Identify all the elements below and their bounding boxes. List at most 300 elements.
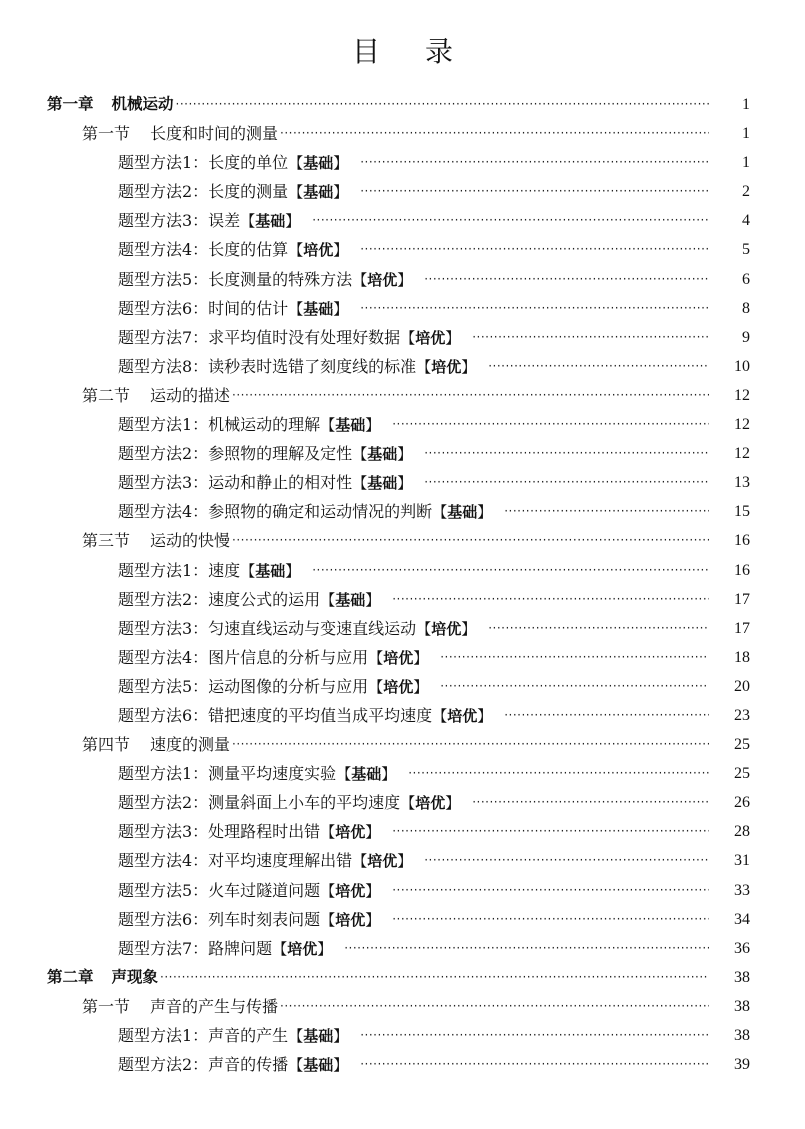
toc-section-row[interactable] xyxy=(0,119,805,148)
method-title: 题型方法7：求平均值时没有处理好数据 xyxy=(118,327,401,347)
toc-entry-label xyxy=(82,526,230,555)
toc-method-row[interactable] xyxy=(0,614,805,643)
difficulty-tag xyxy=(400,794,460,812)
toc-entry xyxy=(82,730,709,759)
page-number: 4 xyxy=(742,212,750,230)
toc-method-row[interactable] xyxy=(0,1021,805,1050)
page-number: 2 xyxy=(742,183,750,201)
difficulty-tag xyxy=(288,154,348,172)
toc-method-row[interactable] xyxy=(0,294,805,323)
toc-section-row[interactable] xyxy=(0,526,805,555)
dot-leader xyxy=(230,730,709,759)
tag-text: 培优 xyxy=(335,910,366,929)
tag-text: 基础 xyxy=(367,445,398,464)
dot-leader xyxy=(438,643,709,672)
toc-entry xyxy=(118,905,709,935)
difficulty-tag xyxy=(368,649,428,667)
tag-right-bracket: 】 xyxy=(461,619,477,638)
tag-left-bracket: 【 xyxy=(400,328,416,347)
tag-right-bracket: 】 xyxy=(477,706,493,725)
page-number: 5 xyxy=(742,241,750,259)
toc-method-row[interactable] xyxy=(0,235,805,264)
toc-entry xyxy=(118,410,709,440)
toc-method-row[interactable] xyxy=(0,817,805,846)
toc-entry-label xyxy=(82,381,230,410)
dot-leader xyxy=(502,497,709,526)
page-number: 1 xyxy=(742,125,750,143)
method-title: 题型方法2：速度公式的运用 xyxy=(118,589,321,609)
page-number: 16 xyxy=(734,561,750,579)
page-number: 25 xyxy=(734,736,750,754)
page-number: 9 xyxy=(742,328,750,346)
toc-entry-label xyxy=(118,846,422,876)
tag-left-bracket: 【 xyxy=(320,910,336,929)
toc-method-row[interactable] xyxy=(0,323,805,352)
toc-entry-label xyxy=(118,643,438,673)
tag-right-bracket: 】 xyxy=(365,910,381,929)
toc-entry xyxy=(118,1050,709,1080)
tag-left-bracket: 【 xyxy=(240,561,256,580)
toc-method-row[interactable] xyxy=(0,876,805,905)
dot-leader xyxy=(422,439,709,468)
method-title: 题型方法3：处理路程时出错 xyxy=(118,822,321,842)
toc-method-row[interactable] xyxy=(0,1050,805,1079)
toc-method-row[interactable] xyxy=(0,934,805,963)
toc-entry-label xyxy=(118,788,470,818)
dot-leader xyxy=(470,788,709,817)
page-number: 36 xyxy=(734,939,750,957)
tag-right-bracket: 】 xyxy=(477,503,493,522)
method-title: 题型方法8：读秒表时选错了刻度线的标准 xyxy=(118,356,417,376)
tag-text: 基础 xyxy=(303,1027,334,1045)
tag-text: 基础 xyxy=(335,416,366,435)
tag-right-bracket: 】 xyxy=(445,794,461,813)
toc-entry xyxy=(118,323,709,353)
dot-leader xyxy=(390,410,709,439)
tag-right-bracket: 】 xyxy=(365,823,381,842)
difficulty-tag xyxy=(352,852,412,870)
page-number: 25 xyxy=(734,765,750,783)
chapter-number: 第二章 xyxy=(47,967,94,986)
toc-entry xyxy=(82,992,709,1021)
toc-method-row[interactable] xyxy=(0,439,805,468)
tag-text: 基础 xyxy=(447,503,478,522)
toc-entry-label xyxy=(118,439,422,469)
difficulty-tag xyxy=(240,212,300,230)
method-title: 题型方法5：长度测量的特殊方法 xyxy=(118,269,353,289)
page-number: 12 xyxy=(734,445,750,463)
tag-right-bracket: 】 xyxy=(445,328,461,347)
tag-left-bracket: 【 xyxy=(352,445,368,464)
tag-text: 培优 xyxy=(383,648,414,667)
section-title: 运动的描述 xyxy=(150,385,231,405)
page-number: 18 xyxy=(734,648,750,666)
dot-leader xyxy=(310,556,709,585)
toc-entry xyxy=(118,817,709,847)
tag-left-bracket: 【 xyxy=(240,212,256,231)
difficulty-tag xyxy=(432,503,492,521)
chapter-title: 机械运动 xyxy=(111,95,174,113)
toc-method-row[interactable] xyxy=(0,352,805,381)
tag-left-bracket: 【 xyxy=(288,1027,304,1045)
toc-entry-label xyxy=(118,235,358,265)
page-number: 20 xyxy=(734,677,750,695)
tag-left-bracket: 【 xyxy=(432,706,448,725)
dot-leader xyxy=(406,759,709,788)
dot-leader xyxy=(342,934,709,963)
method-title: 题型方法3：运动和静止的相对性 xyxy=(118,473,353,493)
method-title: 题型方法6：时间的估计 xyxy=(118,298,289,318)
section-title: 速度的测量 xyxy=(150,735,231,755)
page-number: 33 xyxy=(734,881,750,899)
difficulty-tag xyxy=(432,707,492,725)
toc-entry xyxy=(118,788,709,818)
tag-text: 基础 xyxy=(303,299,334,318)
toc-method-row[interactable] xyxy=(0,410,805,439)
method-title: 题型方法2：参照物的理解及定性 xyxy=(118,444,353,464)
toc-entry xyxy=(118,235,709,265)
difficulty-tag xyxy=(288,1056,348,1074)
difficulty-tag xyxy=(320,416,380,434)
page-number: 34 xyxy=(734,910,750,928)
method-title: 题型方法1：声音的产生 xyxy=(118,1026,289,1045)
difficulty-tag xyxy=(288,183,348,201)
toc-entry xyxy=(82,381,709,410)
toc-method-row[interactable] xyxy=(0,497,805,526)
toc-entry xyxy=(118,585,709,615)
toc-method-row[interactable] xyxy=(0,148,805,177)
dot-leader xyxy=(486,352,709,381)
tag-left-bracket: 【 xyxy=(352,474,368,493)
tag-text: 培优 xyxy=(415,328,446,347)
toc-entry-label xyxy=(118,905,390,935)
toc-method-row[interactable] xyxy=(0,585,805,614)
tag-right-bracket: 】 xyxy=(333,1027,349,1045)
dot-leader xyxy=(390,876,709,905)
toc-entry-label xyxy=(118,672,438,702)
difficulty-tag xyxy=(320,911,380,929)
tag-left-bracket: 【 xyxy=(320,881,336,900)
tag-left-bracket: 【 xyxy=(272,939,288,958)
tag-right-bracket: 】 xyxy=(333,1056,349,1075)
toc-entry-label xyxy=(118,614,486,644)
page-number: 17 xyxy=(734,590,750,608)
toc-method-row[interactable] xyxy=(0,846,805,875)
method-title: 题型方法4：长度的估算 xyxy=(118,240,289,260)
toc-method-row[interactable] xyxy=(0,468,805,497)
toc-entry-label xyxy=(118,585,390,615)
tag-text: 培优 xyxy=(447,706,478,725)
chapter-title: 声现象 xyxy=(111,967,159,986)
method-title: 题型方法1：机械运动的理解 xyxy=(118,415,321,435)
page-number: 12 xyxy=(734,416,750,434)
tag-right-bracket: 】 xyxy=(397,852,413,871)
difficulty-tag xyxy=(288,1027,348,1045)
toc-method-row[interactable] xyxy=(0,701,805,730)
difficulty-tag xyxy=(336,765,396,783)
toc-method-row[interactable] xyxy=(0,788,805,817)
toc-entry xyxy=(118,614,709,644)
toc-entry xyxy=(118,177,709,207)
page-title: 目 录 xyxy=(352,35,471,68)
toc-section-row[interactable] xyxy=(0,730,805,759)
toc-method-row[interactable] xyxy=(0,759,805,788)
tag-text: 培优 xyxy=(431,357,462,376)
tag-right-bracket: 】 xyxy=(285,561,301,580)
tag-text: 基础 xyxy=(255,212,286,231)
toc-entry xyxy=(118,672,709,702)
chapter-number: 第一章 xyxy=(47,95,94,113)
page-number: 17 xyxy=(734,619,750,637)
toc-chapter-row[interactable] xyxy=(0,963,805,992)
toc-entry-label xyxy=(118,1021,358,1051)
toc-entry xyxy=(118,701,709,731)
tag-text: 培优 xyxy=(367,852,398,871)
toc-entry-label xyxy=(118,497,502,527)
difficulty-tag xyxy=(352,271,412,289)
page-number: 16 xyxy=(734,532,750,550)
page-number: 38 xyxy=(734,1027,750,1044)
page-number: 26 xyxy=(734,794,750,812)
toc-method-row[interactable] xyxy=(0,556,805,585)
section-title: 声音的产生与传播 xyxy=(150,996,279,1016)
tag-left-bracket: 【 xyxy=(432,503,448,522)
method-title: 题型方法6：错把速度的平均值当成平均速度 xyxy=(118,705,433,725)
tag-right-bracket: 】 xyxy=(317,939,333,958)
toc-entry-label xyxy=(82,119,278,148)
toc-entry-label xyxy=(118,294,358,324)
toc-method-row[interactable] xyxy=(0,177,805,206)
tag-right-bracket: 】 xyxy=(333,183,349,202)
tag-right-bracket: 】 xyxy=(397,474,413,493)
tag-text: 培优 xyxy=(431,619,462,638)
method-title: 题型方法6：列车时刻表问题 xyxy=(118,909,321,929)
method-title: 题型方法5：火车过隧道问题 xyxy=(118,880,321,900)
toc-entry xyxy=(82,119,709,148)
tag-text: 培优 xyxy=(303,241,334,260)
tag-right-bracket: 】 xyxy=(333,154,349,173)
toc-entry-label xyxy=(118,468,422,498)
toc-method-row[interactable] xyxy=(0,206,805,235)
dot-leader xyxy=(422,468,709,497)
tag-left-bracket: 【 xyxy=(368,648,384,667)
toc-chapter-row[interactable] xyxy=(0,90,805,119)
tag-right-bracket: 】 xyxy=(397,445,413,464)
page-number: 15 xyxy=(734,503,750,521)
tag-left-bracket: 【 xyxy=(288,299,304,318)
toc-entry xyxy=(118,439,709,469)
tag-left-bracket: 【 xyxy=(320,823,336,842)
section-number: 第四节 xyxy=(82,735,131,755)
dot-leader xyxy=(230,526,709,555)
page-number: 23 xyxy=(734,706,750,724)
toc-entry xyxy=(118,934,709,964)
method-title: 题型方法4：参照物的确定和运动情况的判断 xyxy=(118,502,433,522)
tag-left-bracket: 【 xyxy=(368,677,384,696)
toc-entry xyxy=(118,294,709,324)
dot-leader xyxy=(422,265,709,294)
tag-right-bracket: 】 xyxy=(413,648,429,667)
tag-text: 基础 xyxy=(255,561,286,580)
method-title: 题型方法1：速度 xyxy=(118,560,241,580)
tag-text: 基础 xyxy=(303,1056,334,1075)
tag-right-bracket: 】 xyxy=(461,357,477,376)
toc-method-row[interactable] xyxy=(0,905,805,934)
tag-left-bracket: 【 xyxy=(320,416,336,435)
toc-entry xyxy=(118,643,709,673)
dot-leader xyxy=(358,294,709,323)
toc-method-row[interactable] xyxy=(0,643,805,672)
dot-leader xyxy=(158,963,709,992)
toc-entry-label xyxy=(82,730,230,759)
toc-section-row[interactable] xyxy=(0,381,805,410)
section-title: 运动的快慢 xyxy=(150,531,231,551)
tag-left-bracket: 【 xyxy=(336,765,352,784)
tag-left-bracket: 【 xyxy=(352,852,368,871)
difficulty-tag xyxy=(352,474,412,492)
toc-method-row[interactable] xyxy=(0,265,805,294)
toc-entry xyxy=(118,1021,709,1051)
tag-left-bracket: 【 xyxy=(288,183,304,202)
page-number: 12 xyxy=(734,386,750,404)
toc-entry xyxy=(47,90,709,119)
toc-entry xyxy=(118,468,709,498)
toc-method-row[interactable] xyxy=(0,672,805,701)
page-number: 31 xyxy=(734,852,750,870)
dot-leader xyxy=(422,846,709,875)
dot-leader xyxy=(278,992,709,1021)
dot-leader xyxy=(390,817,709,846)
dot-leader xyxy=(470,323,709,352)
tag-text: 培优 xyxy=(367,270,398,289)
method-title: 题型方法5：运动图像的分析与应用 xyxy=(118,676,369,696)
page-number: 1 xyxy=(742,96,750,113)
method-title: 题型方法2：声音的传播 xyxy=(118,1055,289,1075)
page-number: 38 xyxy=(734,997,750,1015)
tag-right-bracket: 】 xyxy=(333,299,349,318)
section-number: 第一节 xyxy=(82,124,131,144)
toc-entry xyxy=(118,352,709,382)
tag-text: 培优 xyxy=(335,881,366,900)
tag-right-bracket: 】 xyxy=(413,677,429,696)
dot-leader xyxy=(310,206,709,235)
tag-left-bracket: 【 xyxy=(352,270,368,289)
toc-entry-label xyxy=(47,90,174,119)
page-number: 38 xyxy=(734,968,750,986)
tag-text: 基础 xyxy=(367,474,398,493)
toc-entry-label xyxy=(118,556,310,586)
toc-entry-label xyxy=(118,817,390,847)
tag-left-bracket: 【 xyxy=(288,1056,304,1075)
section-number: 第一节 xyxy=(82,996,131,1016)
dot-leader xyxy=(502,701,709,730)
difficulty-tag xyxy=(352,445,412,463)
method-title: 题型方法3：匀速直线运动与变速直线运动 xyxy=(118,618,417,638)
toc-entry-label xyxy=(118,323,470,353)
tag-right-bracket: 】 xyxy=(333,241,349,260)
tag-right-bracket: 】 xyxy=(397,270,413,289)
method-title: 题型方法1：长度的单位 xyxy=(118,153,289,173)
toc-entry-label xyxy=(118,352,486,382)
difficulty-tag xyxy=(320,591,380,609)
table-of-contents xyxy=(0,90,805,1079)
tag-right-bracket: 】 xyxy=(365,881,381,900)
toc-entry-label xyxy=(118,876,390,906)
toc-entry xyxy=(118,265,709,295)
toc-entry xyxy=(118,556,709,586)
method-title: 题型方法4：图片信息的分析与应用 xyxy=(118,647,369,667)
toc-entry xyxy=(118,148,709,178)
dot-leader xyxy=(358,1021,709,1050)
toc-entry-label xyxy=(118,701,502,731)
toc-entry-label xyxy=(118,148,358,178)
tag-text: 基础 xyxy=(351,765,382,784)
difficulty-tag xyxy=(272,940,332,958)
difficulty-tag xyxy=(288,300,348,318)
toc-entry-label xyxy=(118,206,310,236)
toc-entry xyxy=(118,876,709,906)
tag-text: 培优 xyxy=(415,794,446,813)
tag-left-bracket: 【 xyxy=(288,154,304,173)
dot-leader xyxy=(358,1050,709,1079)
dot-leader xyxy=(390,905,709,934)
tag-right-bracket: 】 xyxy=(381,765,397,784)
difficulty-tag xyxy=(400,329,460,347)
toc-entry xyxy=(118,846,709,876)
difficulty-tag xyxy=(416,620,476,638)
toc-entry-label xyxy=(118,177,358,207)
toc-section-row[interactable] xyxy=(0,992,805,1021)
toc-entry-label xyxy=(82,992,278,1021)
section-number: 第三节 xyxy=(82,531,131,551)
dot-leader xyxy=(358,235,709,264)
toc-entry-label xyxy=(118,934,342,964)
toc-entry-label xyxy=(47,963,158,992)
section-number: 第二节 xyxy=(82,385,131,405)
page-number: 28 xyxy=(734,823,750,841)
section-title: 长度和时间的测量 xyxy=(150,124,279,144)
tag-text: 基础 xyxy=(303,154,334,173)
difficulty-tag xyxy=(240,562,300,580)
tag-left-bracket: 【 xyxy=(400,794,416,813)
difficulty-tag xyxy=(320,823,380,841)
tag-text: 基础 xyxy=(303,183,334,202)
tag-right-bracket: 】 xyxy=(365,416,381,435)
tag-text: 培优 xyxy=(335,823,366,842)
difficulty-tag xyxy=(368,678,428,696)
method-title: 题型方法3：误差 xyxy=(118,211,241,231)
page-number: 10 xyxy=(734,357,750,375)
tag-right-bracket: 】 xyxy=(365,590,381,609)
tag-left-bracket: 【 xyxy=(320,590,336,609)
difficulty-tag xyxy=(288,241,348,259)
method-title: 题型方法2：长度的测量 xyxy=(118,182,289,202)
method-title: 题型方法1：测量平均速度实验 xyxy=(118,764,337,784)
toc-entry xyxy=(118,497,709,527)
method-title: 题型方法4：对平均速度理解出错 xyxy=(118,851,353,871)
toc-entry xyxy=(47,963,709,992)
tag-text: 培优 xyxy=(287,939,318,958)
tag-text: 培优 xyxy=(383,677,414,696)
dot-leader xyxy=(486,614,709,643)
toc-entry-label xyxy=(118,265,422,295)
method-title: 题型方法2：测量斜面上小车的平均速度 xyxy=(118,793,401,813)
dot-leader xyxy=(438,672,709,701)
tag-left-bracket: 【 xyxy=(288,241,304,260)
toc-entry-label xyxy=(118,410,390,440)
tag-left-bracket: 【 xyxy=(416,619,432,638)
dot-leader xyxy=(230,381,709,410)
